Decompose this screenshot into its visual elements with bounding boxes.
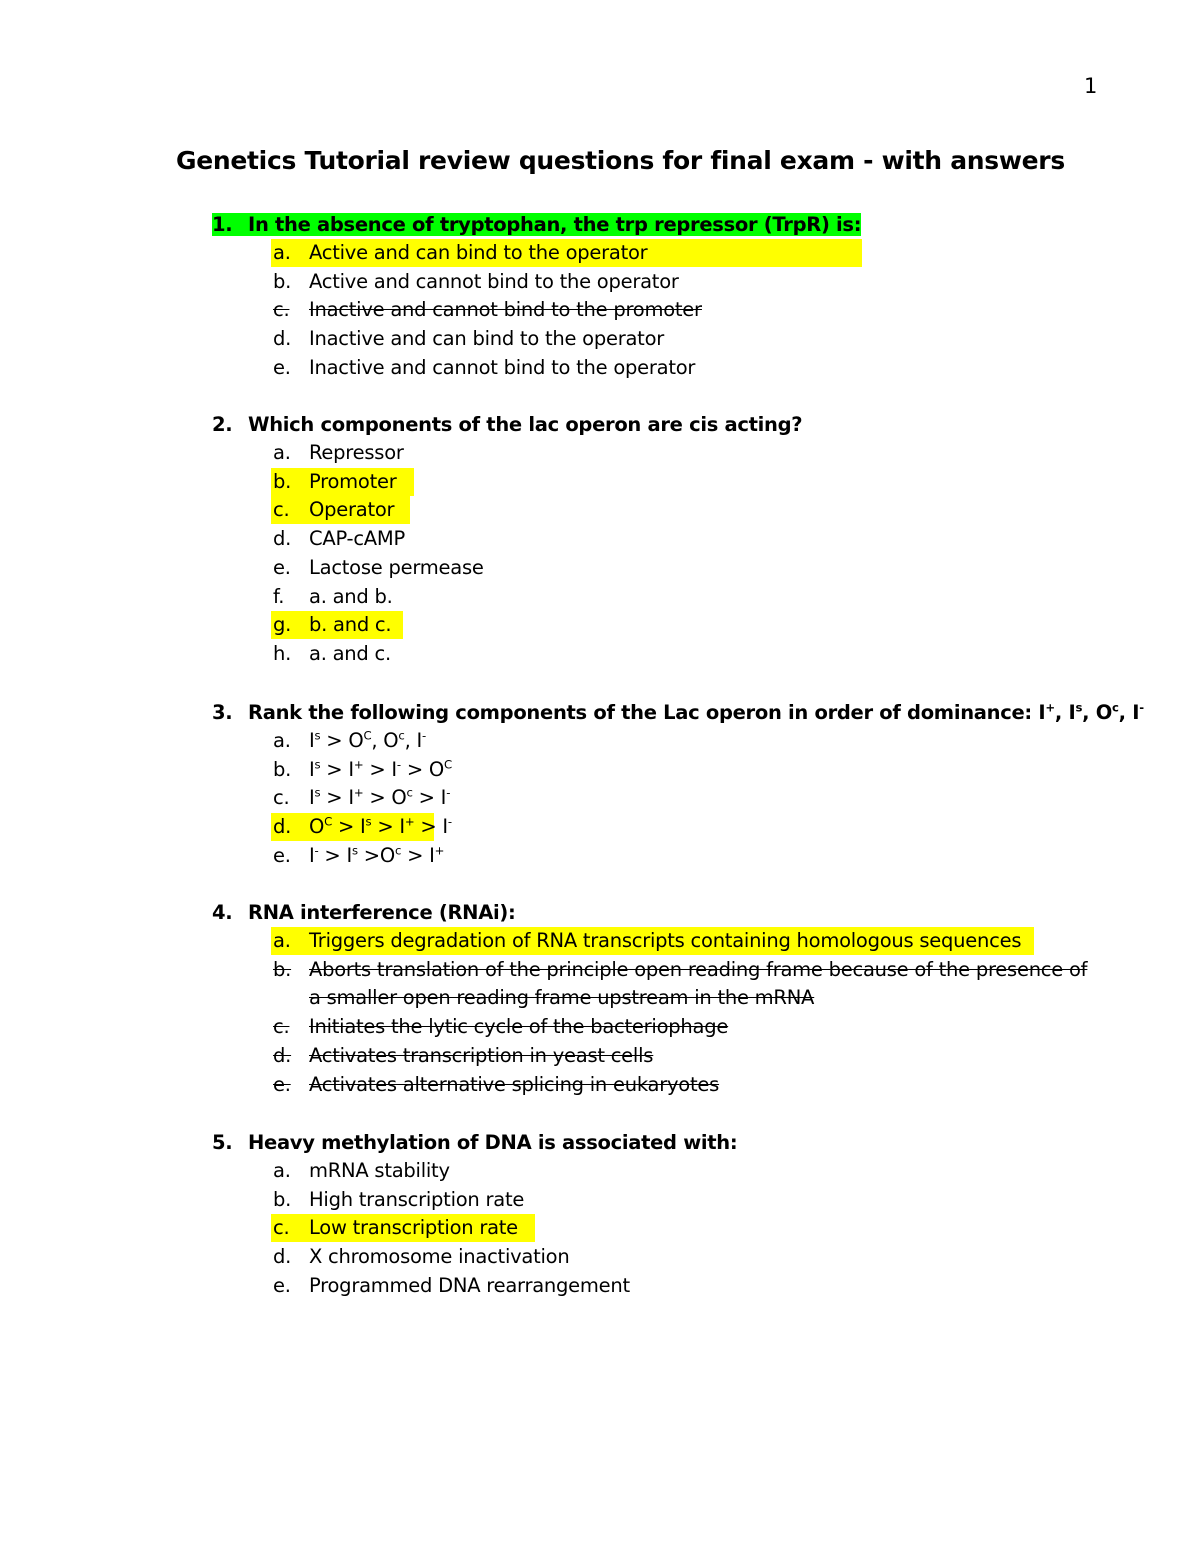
option-text: Lactose permease [309,555,484,579]
option-text: Operator [309,498,395,522]
option-text: Activates alternative splicing in eukaryotes [309,1072,720,1096]
option-item [212,439,1112,468]
superscript: + [1045,700,1055,715]
option-text [309,815,452,838]
superscript: + [434,843,445,858]
option-item [212,756,1112,785]
superscript: - [396,757,401,772]
option-letter: d. [273,815,292,839]
option-text: Initiates the lytic cycle of the bacteriophage [309,1015,729,1039]
text-part: > I [332,815,366,839]
option-text-continued: a smaller open reading frame upstream in the mRNA [309,986,815,1010]
option-letter: b. [273,757,292,781]
question-2 [212,410,1112,669]
superscript: C [363,728,372,743]
question-1-highlight [212,213,861,236]
option-text: Triggers degradation of RNA transcripts containing homologous sequences [309,929,1022,952]
text-part: > I [320,757,354,781]
text-part: > I [371,815,405,839]
text-part: > O [320,729,364,752]
question-number: 4. [212,901,233,924]
option-text: Inactive and cannot bind to the operator [309,355,696,379]
superscript: + [353,785,364,800]
superscript: C [324,814,333,829]
superscript: c [394,843,402,858]
superscript: c [398,728,405,743]
option-letter: e. [273,1273,291,1297]
option-letter: d. [273,327,292,351]
option-letter: a. [273,729,291,752]
answer-options [212,727,1112,871]
option-text: Inactive and cannot bind to the promoter [309,298,702,322]
option-text [309,729,426,752]
superscript: s [314,785,321,800]
question-text: Heavy methylation of DNA is associated with: [248,1131,738,1154]
option-item [212,525,1112,554]
option-text: CAP-cAMP [309,527,405,551]
text-part: I [309,729,315,752]
option-item [212,583,1112,612]
text-part: I [309,757,315,781]
superscript: - [447,814,452,829]
option-text [309,758,452,781]
question-2-heading [212,410,1112,439]
superscript: - [421,728,426,743]
text-part: , O [371,729,399,752]
option-letter: c. [273,498,290,522]
text-part: >O [357,843,395,867]
option-letter: g. [273,613,292,637]
option-item [212,268,1112,297]
option-letter: e. [273,843,291,867]
text-part: > I [412,786,447,810]
option-text: Active and can bind to the operator [309,241,648,264]
option-text [309,844,444,867]
question-number: 5. [212,1131,233,1154]
option-item [212,784,1112,813]
question-number: 3. [212,701,233,724]
question-number: 1. [212,213,233,236]
option-item [212,927,1112,956]
question-text-lead: Rank the following components of the Lac operon in order of dominance: I [248,701,1046,724]
text-part: > I [401,843,435,867]
option-item-struck [212,1042,1112,1071]
superscript: - [1139,700,1144,715]
superscript: c [1111,700,1119,715]
option-letter: c. [273,1216,290,1240]
option-text: a. and c. [309,641,391,665]
option-item [212,842,1112,871]
text-part: I [309,843,315,867]
option-letter: e. [273,1072,291,1096]
text-part: > I [318,843,352,867]
option-item-struck [212,956,1112,985]
option-text: Low transcription rate [309,1216,518,1240]
option-letter: c. [273,298,290,322]
text-part: > O [400,757,444,781]
option-text: Promoter [309,469,397,493]
option-item [212,1243,1112,1272]
text-part: > O [363,786,407,810]
superscript: s [314,757,321,772]
option-item [212,325,1112,354]
option-item [212,554,1112,583]
question-text: RNA interference (RNAi): [248,901,516,924]
text-part: O [309,815,325,839]
text-part: , I [404,729,422,752]
text-part: I [309,786,315,810]
option-item [212,239,1112,268]
page-number: 1 [1084,74,1098,98]
option-letter: a. [273,241,291,264]
question-4-heading [212,898,1112,927]
option-item [212,1214,1112,1243]
answer-options [212,927,1112,1099]
answer-options [212,239,1112,383]
option-text: Activates transcription in yeast cells [309,1043,654,1067]
superscript: c [406,785,413,800]
option-item-struck [212,1013,1112,1042]
question-5-heading [212,1128,1112,1157]
option-letter: a. [273,441,291,464]
question-5 [212,1128,1112,1301]
question-3 [212,698,1144,871]
option-letter: d. [273,527,292,551]
option-item [212,468,1112,497]
option-letter: h. [273,641,292,665]
question-text-part: , I [1118,701,1140,724]
option-letter: b. [273,469,292,493]
answer-options [212,439,1112,669]
option-item [212,354,1112,383]
option-letter: f. [273,584,285,608]
option-letter: a. [273,929,291,952]
option-text: Repressor [309,441,404,464]
option-item [212,1186,1112,1215]
option-text: Inactive and can bind to the operator [309,327,665,351]
option-letter: b. [273,1187,292,1211]
answer-options [212,1157,1112,1301]
option-letter: b. [273,269,292,293]
question-text-part: , O [1082,701,1112,724]
superscript: + [353,757,364,772]
option-item-struck [212,296,1112,325]
question-text-part: , I [1054,701,1076,724]
question-1 [212,210,1112,383]
text-part: > I [414,815,448,839]
option-letter: c. [273,1015,290,1039]
superscript: s [314,728,321,743]
question-1-heading [212,210,1112,239]
question-text: Which components of the lac operon are cis acting? [248,413,803,436]
option-item [212,496,1112,525]
option-text [309,786,450,809]
question-text: In the absence of tryptophan, the trp repressor (TrpR) is: [248,213,862,236]
option-letter: e. [273,355,291,379]
superscript: + [404,814,415,829]
superscript: s [1075,700,1083,715]
option-text: b. and c. [309,613,392,637]
option-item [212,727,1112,756]
superscript: - [314,843,319,858]
option-letter: e. [273,555,291,579]
option-letter: c. [273,786,290,810]
option-item-struck-continued [212,984,1112,1013]
superscript: s [351,843,358,858]
question-number: 2. [212,413,233,436]
superscript: C [443,757,452,772]
option-item [212,813,1112,842]
option-text: mRNA stability [309,1159,450,1182]
option-item [212,640,1112,669]
option-text: Programmed DNA rearrangement [309,1273,630,1297]
superscript: - [446,785,451,800]
document-title: Genetics Tutorial review questions for final exam - with answers [176,146,1065,175]
option-text: Active and cannot bind to the operator [309,269,679,293]
option-text: a. and b. [309,584,393,608]
text-part: > I [363,757,397,781]
option-text: High transcription rate [309,1187,525,1211]
option-text: Aborts translation of the principle open reading frame because of the presence of [309,957,1088,981]
question-3-heading [212,698,1144,727]
option-letter: a. [273,1159,291,1182]
option-item-struck [212,1071,1112,1100]
option-item [212,1272,1112,1301]
superscript: s [365,814,372,829]
option-letter: d. [273,1245,292,1269]
question-4 [212,898,1112,1099]
option-letter: b. [273,957,292,981]
text-part: > I [320,786,354,810]
option-letter: d. [273,1043,292,1067]
option-text: X chromosome inactivation [309,1245,570,1269]
option-item [212,1157,1112,1186]
option-item [212,611,1112,640]
